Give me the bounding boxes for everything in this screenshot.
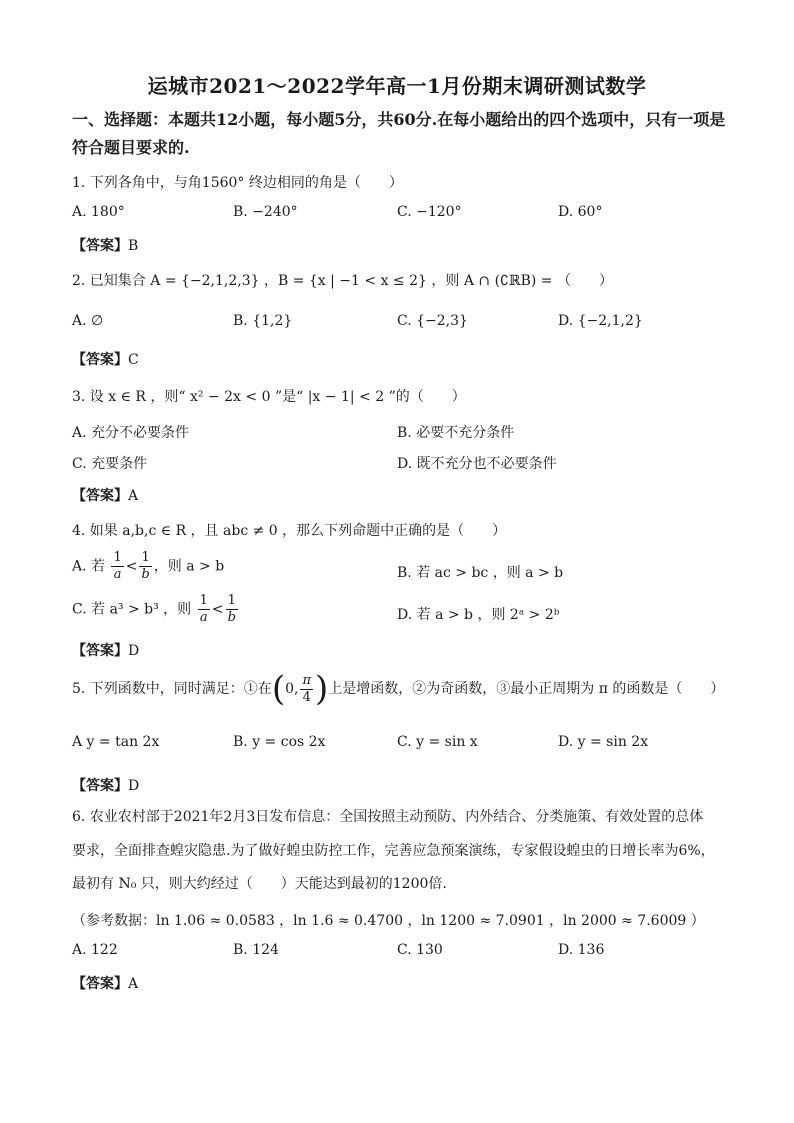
question-6-stem-line-2: 要求，全面排查蝗灾隐患.为了做好蝗虫防控工作，完善应急预案演练，专家假设蝗虫的日增长率为6%， bbox=[72, 843, 715, 859]
q2-option-a: A. ∅ bbox=[72, 313, 104, 329]
q1-option-d: D. 60° bbox=[558, 204, 603, 220]
question-5-stem: 5. 下列函数中，同时满足：①在(0, $\frac{\pi}{4}$ )上是增函数，②为奇函数，③最小正周期为 π 的函数是（ ） bbox=[72, 669, 725, 709]
q4-option-a-suffix: ，则 a > b bbox=[153, 558, 225, 575]
question-6-stem-line-3: 最初有 N₀ 只，则大约经过（ ）天能达到最初的1200倍. bbox=[72, 876, 447, 892]
q3-option-c: C. 充要条件 bbox=[72, 456, 148, 472]
left-paren: ( bbox=[271, 669, 286, 709]
q5-option-b: B. y = cos 2x bbox=[233, 734, 326, 750]
q6-option-d: D. 136 bbox=[558, 942, 605, 958]
question-2-stem: 2. 已知集合 A = {−2,1,2,3} ，B = {x | −1 < x ≤ 2} ，则 A ∩ (∁ℝB) = （ ） bbox=[72, 273, 613, 289]
question-6-stem-line-1: 6. 农业农村部于2021年2月3日发布信息：全国按照主动预防、内外结合、分类施策、有效处置的总体 bbox=[72, 809, 704, 825]
q3-answer bbox=[72, 485, 138, 505]
q4-answer-value: D bbox=[128, 643, 140, 659]
q4-option-c-prefix: C. 若 a³ > b³ ，则 bbox=[72, 601, 192, 618]
answer-tag: 【答案】 bbox=[72, 976, 128, 992]
q1-answer-value: B bbox=[128, 238, 139, 254]
fraction: $\frac{\pi}{4}$ bbox=[302, 672, 311, 705]
q5-option-d: D. y = sin 2x bbox=[558, 734, 649, 750]
q4-option-d: D. 若 a > b ，则 2ᵃ > 2ᵇ bbox=[397, 607, 560, 623]
q2-answer-value: C bbox=[128, 352, 139, 368]
fraction: $\frac{1}{b}$ bbox=[227, 593, 236, 625]
q2-option-b: B. {1,2} bbox=[233, 313, 293, 329]
q2-answer bbox=[72, 349, 139, 369]
answer-tag: 【答案】 bbox=[72, 778, 128, 794]
q6-option-c: C. 130 bbox=[397, 942, 443, 958]
right-paren: ) bbox=[314, 669, 329, 709]
q5-option-c: C. y = sin x bbox=[397, 734, 478, 750]
section-heading: 一、选择题：本题共12小题，每小题5分，共60分.在每小题给出的四个选项中，只有一项是符合题目要求的. bbox=[72, 110, 726, 157]
q4-option-c: C. 若 a³ > b³ ，则 $\frac{1}{a}$ < $\frac{1}{b}$ bbox=[72, 593, 236, 625]
q5-answer-value: D bbox=[128, 778, 140, 794]
fraction: $\frac{1}{a}$ bbox=[113, 550, 122, 582]
q4-option-b: B. 若 ac > bc ，则 a > b bbox=[397, 565, 564, 581]
question-6-reference-data: （参考数据：ln 1.06 ≈ 0.0583 ，ln 1.6 ≈ 0.4700 ，ln 1200 ≈ 7.0901 ，ln 2000 ≈ 7.6009 ） bbox=[72, 913, 705, 929]
q4-option-a: A. 若 $\frac{1}{a}$ < $\frac{1}{b}$ ，则 a > b bbox=[72, 550, 225, 582]
q3-option-a: A. 充分不必要条件 bbox=[72, 425, 190, 441]
q3-answer-value: A bbox=[128, 488, 139, 504]
answer-tag: 【答案】 bbox=[72, 488, 128, 504]
q3-option-b: B. 必要不充分条件 bbox=[397, 425, 515, 441]
q5-option-a: A y = tan 2x bbox=[72, 734, 160, 750]
q1-option-b: B. −240° bbox=[233, 204, 298, 220]
answer-tag: 【答案】 bbox=[72, 352, 128, 368]
question-3-stem: 3. 设 x ∈ R ，则“ x² − 2x < 0 ”是“ |x − 1| < 2 ”的（ ） bbox=[72, 389, 466, 405]
q6-option-a: A. 122 bbox=[72, 942, 118, 958]
page-title: 运城市2021～2022学年高一1月份期末调研测试数学 bbox=[147, 74, 647, 98]
q1-option-c: C. −120° bbox=[397, 204, 462, 220]
fraction: $\frac{1}{b}$ bbox=[141, 550, 150, 582]
q6-option-b: B. 124 bbox=[233, 942, 279, 958]
q1-answer bbox=[72, 235, 138, 255]
q1-option-a: A. 180° bbox=[72, 204, 125, 220]
q2-option-d: D. {−2,1,2} bbox=[558, 313, 643, 329]
question-1-stem: 1. 下列各角中，与角1560° 终边相同的角是（ ） bbox=[72, 175, 403, 191]
q5-answer bbox=[72, 775, 139, 795]
q6-answer-value: A bbox=[128, 976, 139, 992]
question-4-stem: 4. 如果 a,b,c ∈ R ，且 abc ≠ 0 ，那么下列命题中正确的是（ ） bbox=[72, 523, 507, 539]
answer-tag: 【答案】 bbox=[72, 643, 128, 659]
q3-option-d: D. 既不充分也不必要条件 bbox=[397, 456, 557, 472]
q6-answer bbox=[72, 973, 138, 993]
q4-option-a-prefix: A. 若 bbox=[72, 558, 106, 575]
answer-tag: 【答案】 bbox=[72, 238, 128, 254]
fraction: $\frac{1}{a}$ bbox=[199, 593, 208, 625]
q2-option-c: C. {−2,3} bbox=[397, 313, 468, 329]
q4-answer bbox=[72, 640, 139, 660]
